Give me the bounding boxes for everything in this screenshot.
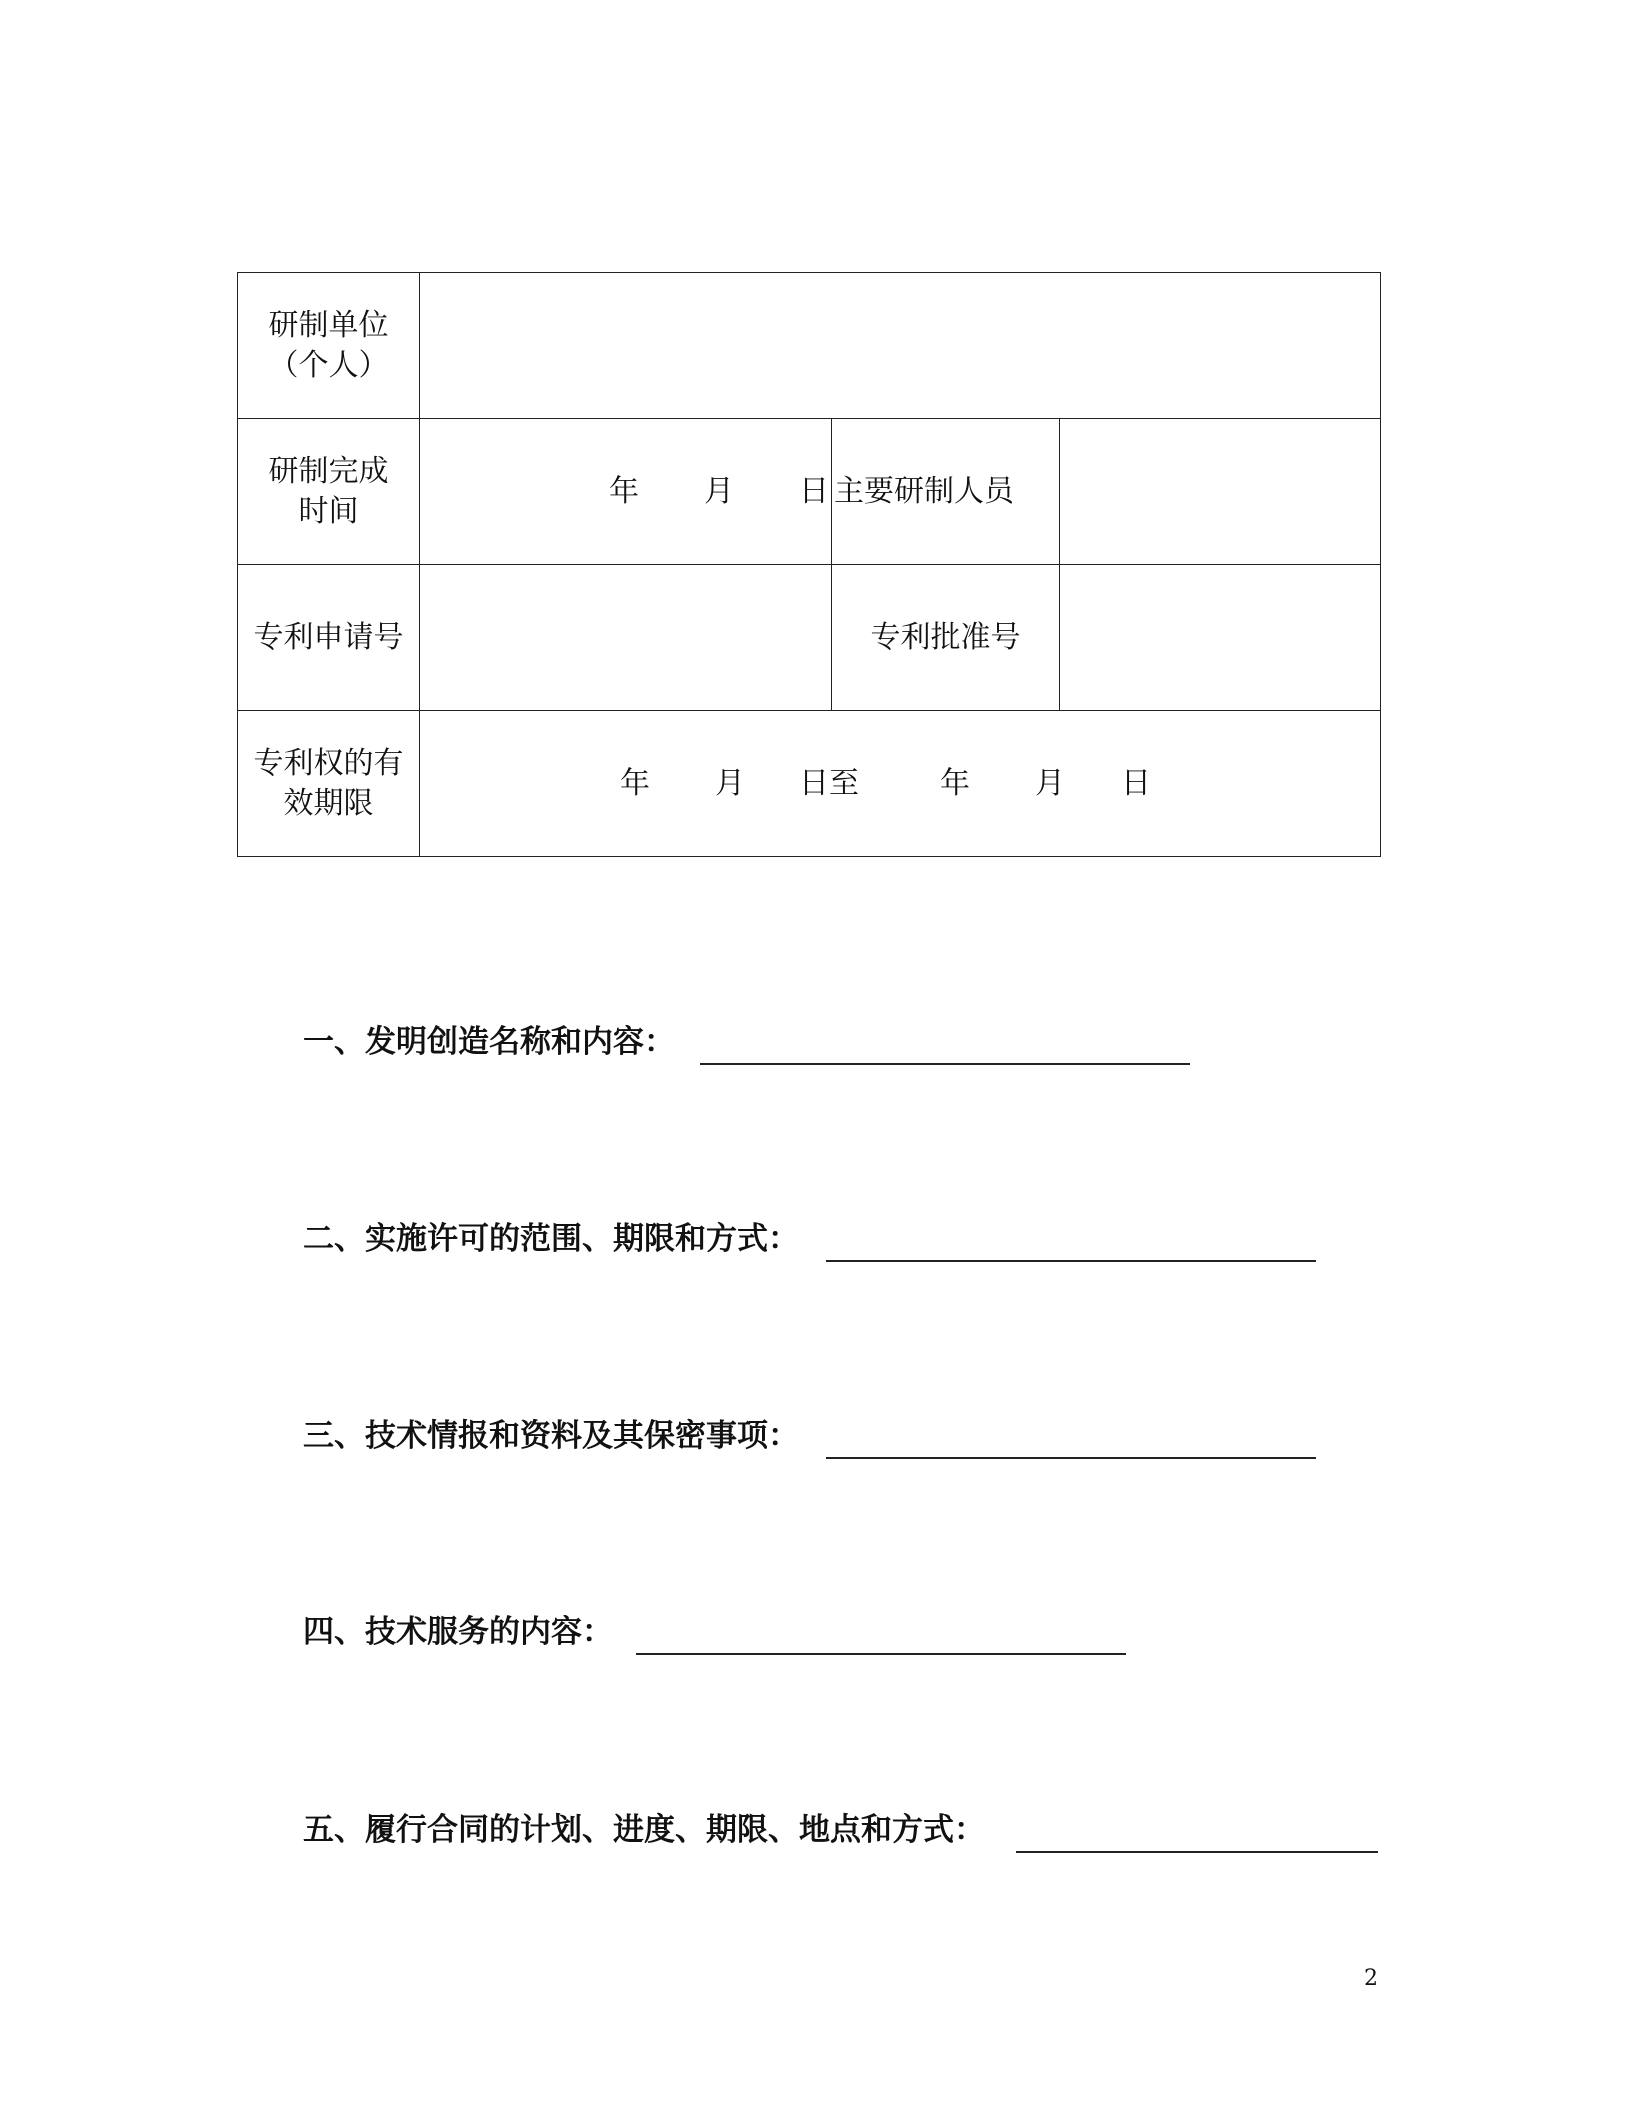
tech-info-blank[interactable] bbox=[826, 1457, 1316, 1459]
section-license-scope: 二、实施许可的范围、期限和方式： bbox=[303, 1221, 799, 1257]
completion-date-cell[interactable] bbox=[420, 419, 832, 565]
contract-plan-blank[interactable] bbox=[1016, 1851, 1378, 1853]
invention-name-blank[interactable] bbox=[700, 1063, 1190, 1065]
patent-approval-label: 专利批准号 bbox=[870, 619, 1021, 655]
tech-service-blank[interactable] bbox=[636, 1653, 1126, 1655]
completion-year: 年 bbox=[609, 473, 639, 509]
patent-approval-value-cell[interactable] bbox=[1060, 565, 1381, 711]
validity-day-start-to: 日至 bbox=[799, 765, 859, 801]
main-developers-label: 主要研制人员 bbox=[834, 473, 1014, 509]
table-row-completion bbox=[238, 419, 1381, 565]
completion-label-cell bbox=[238, 419, 420, 565]
patent-approval-label-cell bbox=[832, 565, 1060, 711]
validity-label-line1: 专利权的有 bbox=[253, 745, 404, 781]
section-invention-name: 一、发明创造名称和内容： bbox=[303, 1024, 675, 1060]
table-row-patent-numbers bbox=[238, 565, 1381, 711]
section-contract-plan: 五、履行合同的计划、进度、期限、地点和方式： bbox=[303, 1812, 985, 1848]
patent-application-value-cell[interactable] bbox=[420, 565, 832, 711]
validity-label-line2: 效期限 bbox=[283, 785, 374, 821]
validity-day-end: 日 bbox=[1121, 765, 1151, 801]
section-tech-service: 四、技术服务的内容： bbox=[303, 1614, 613, 1650]
completion-label-line1: 研制完成 bbox=[268, 453, 389, 489]
developer-value-cell[interactable] bbox=[420, 273, 1381, 419]
license-scope-blank[interactable] bbox=[826, 1260, 1316, 1262]
developer-label-line2: （个人） bbox=[268, 347, 389, 383]
validity-label-cell bbox=[238, 711, 420, 857]
table-row-developer bbox=[238, 273, 1381, 419]
patent-application-label-cell bbox=[238, 565, 420, 711]
page-number: 2 bbox=[1364, 1966, 1378, 1991]
completion-month: 月 bbox=[704, 473, 734, 509]
main-developers-label-cell bbox=[832, 419, 1060, 565]
completion-label-line2: 时间 bbox=[298, 493, 359, 529]
validity-period-cell[interactable] bbox=[420, 711, 1381, 857]
validity-month-start: 月 bbox=[715, 765, 745, 801]
table-row-validity bbox=[238, 711, 1381, 857]
completion-day: 日 bbox=[799, 473, 829, 509]
section-tech-info-confidentiality: 三、技术情报和资料及其保密事项： bbox=[303, 1418, 799, 1454]
patent-application-label: 专利申请号 bbox=[253, 619, 404, 655]
validity-year-start: 年 bbox=[620, 765, 650, 801]
developer-label-line1: 研制单位 bbox=[268, 307, 389, 343]
info-table bbox=[237, 272, 1381, 857]
validity-year-end: 年 bbox=[940, 765, 970, 801]
main-developers-value-cell[interactable] bbox=[1060, 419, 1381, 565]
developer-label-cell bbox=[238, 273, 420, 419]
validity-month-end: 月 bbox=[1035, 765, 1065, 801]
